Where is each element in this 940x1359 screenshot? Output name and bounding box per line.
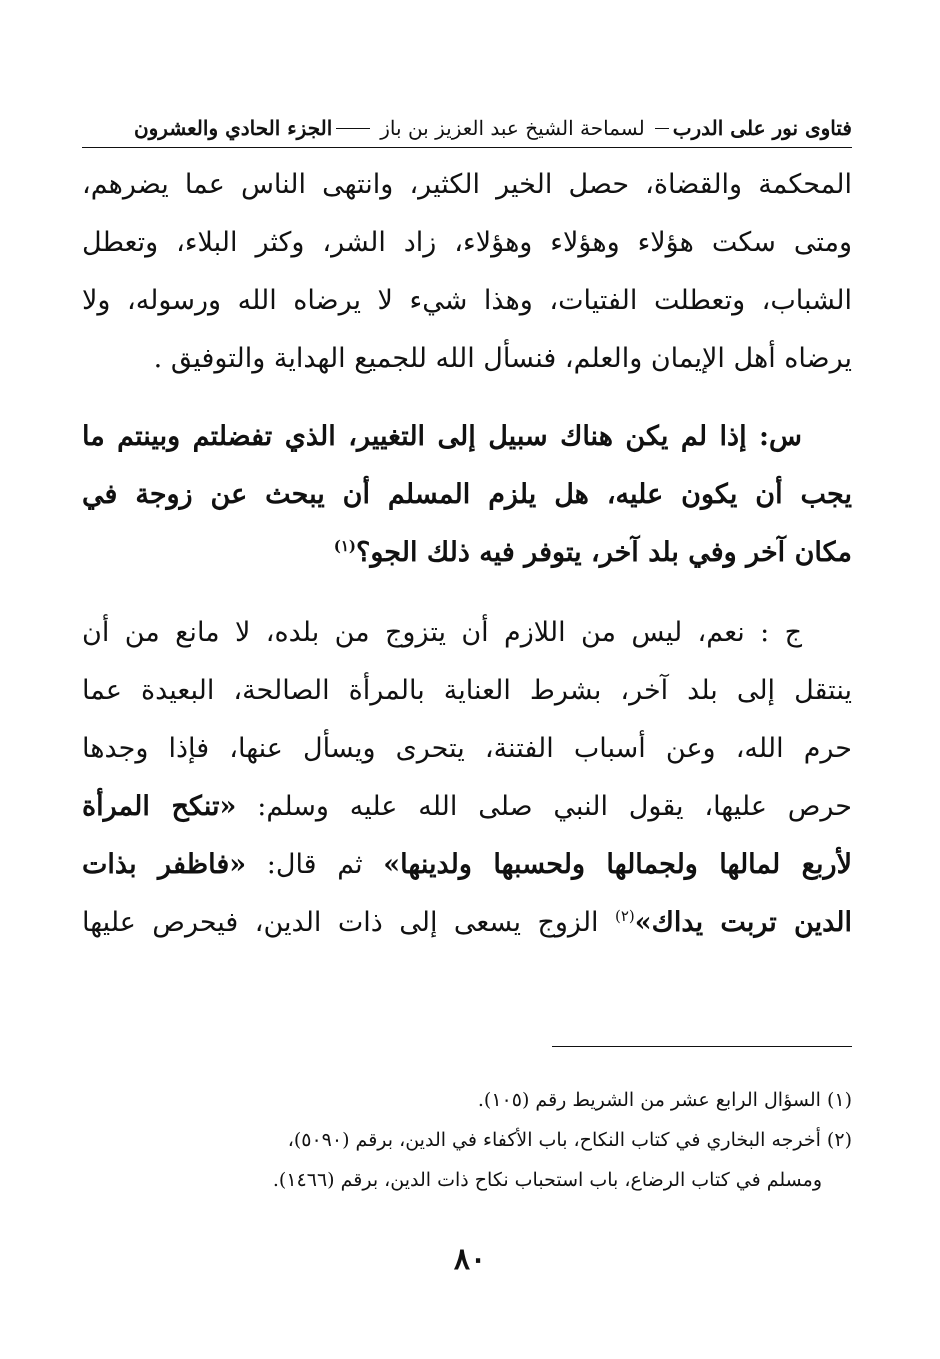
running-header: [82, 108, 852, 148]
header-rule: [82, 147, 852, 148]
answer-text: ثم قال:: [246, 849, 384, 880]
text-line: ومتى سكت هؤلاء وهؤلاء وهؤلاء، زاد الشر، وكثر البلاء، وتعطل: [82, 227, 852, 258]
text-line: المحكمة والقضاة، حصل الخير الكثير، وانتهى الناس عما يضرهم،: [82, 169, 852, 200]
page-number: ٨٠: [453, 1242, 487, 1277]
question-text: مكان آخر وفي بلد آخر، يتوفر فيه ذلك الجو؟: [356, 537, 852, 568]
text-line: الشباب، وتعطلت الفتيات، وهذا شيء لا يرضاه الله ورسوله، ولا: [82, 285, 852, 316]
answer-text: حرص عليها، يقول النبي صلى الله عليه وسلم:: [236, 791, 852, 822]
footnote: (١) السؤال الرابع عشر من الشريط رقم (١٠٥).: [477, 1089, 852, 1111]
footnote-ref: (٢): [614, 907, 635, 925]
question-line: [82, 524, 852, 582]
question-line: س: إذا لم يكن هناك سبيل إلى التغيير، الذي تفضلتم وبينتم ما: [82, 421, 802, 452]
book-title: فتاوى نور على الدرب: [672, 116, 852, 140]
hadith-quote: «فاظفر بذات: [82, 849, 247, 880]
header-separator: [336, 128, 370, 129]
hadith-quote: لأربع لمالها ولجمالها ولحسبها ولدينها»: [383, 849, 852, 880]
answer-line: ج : نعم، ليس من اللازم أن يتزوج من بلده، لا مانع من أن: [82, 617, 802, 648]
footnotes: [82, 1080, 852, 1200]
footnote-ref: (١): [333, 537, 357, 555]
text-line: يرضاه أهل الإيمان والعلم، فنسأل الله للجميع الهداية والتوفيق .: [153, 343, 852, 374]
answer-line: [82, 836, 852, 894]
answer-line: ينتقل إلى بلد آخر، بشرط العناية بالمرأة الصالحة، البعيدة عما: [82, 675, 852, 706]
hadith-quote: الدين تربت يداك»: [634, 907, 852, 938]
answer-text: الزوج يسعى إلى ذات الدين، فيحرص عليها: [82, 907, 615, 938]
question-line: يجب أن يكون عليه، هل يلزم المسلم أن يبحث عن زوجة في: [82, 479, 852, 510]
volume-label: الجزء الحادي والعشرون: [133, 116, 333, 140]
answer-line: [82, 894, 852, 952]
footnote-rule: [552, 1046, 852, 1047]
footnote: ومسلم في كتاب الرضاع، باب استحباب نكاح ذات الدين، برقم (١٤٦٦).: [272, 1169, 822, 1191]
body-text: [82, 156, 852, 952]
author-name: لسماحة الشيخ عبد العزيز بن باز: [380, 116, 645, 140]
answer-line: حرم الله، وعن أسباب الفتنة، يتحرى ويسأل عنها، فإذا وجدها: [82, 733, 852, 764]
paragraph-gap: [82, 582, 852, 604]
footnote: (٢) أخرجه البخاري في كتاب النكاح، باب الأكفاء في الدين، برقم (٥٠٩٠)،: [287, 1129, 852, 1151]
answer-line: [82, 778, 852, 836]
paragraph-gap: [82, 388, 852, 408]
header-separator: [655, 128, 669, 129]
hadith-quote: «تنكح المرأة: [82, 791, 237, 822]
